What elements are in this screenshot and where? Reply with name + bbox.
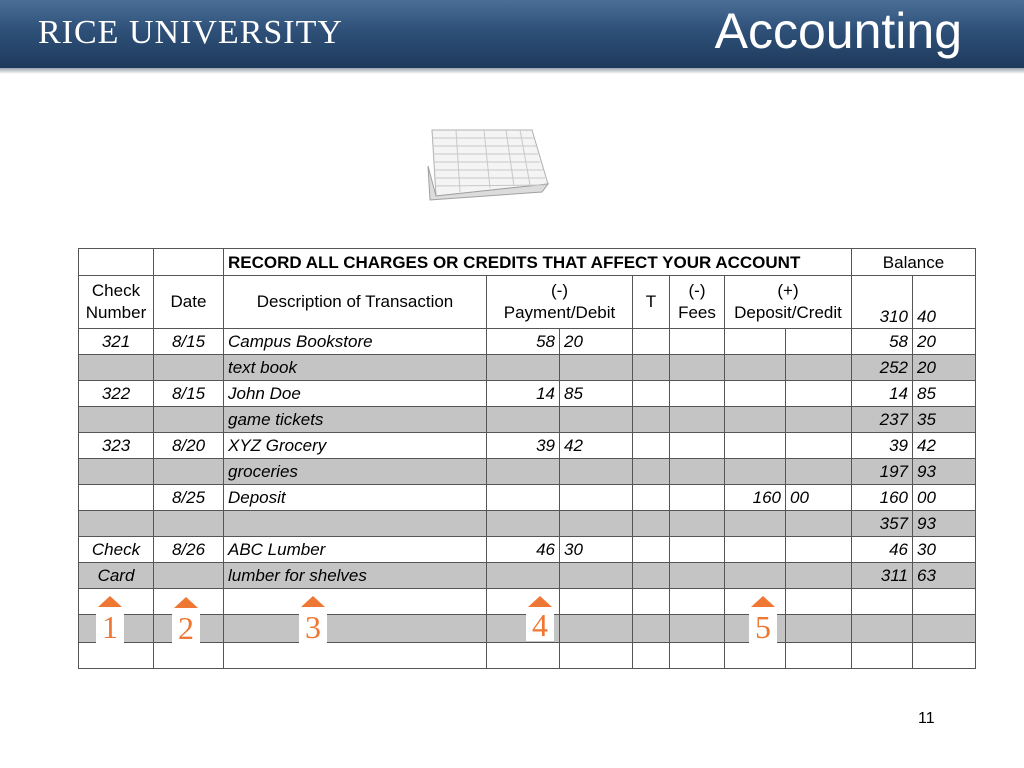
entry-check-number xyxy=(79,355,154,381)
register-row xyxy=(79,511,976,537)
register-row xyxy=(79,329,976,355)
entry-description: lumber for shelves xyxy=(224,563,487,589)
entry-t xyxy=(633,433,670,459)
entry-deposit-dollars xyxy=(725,563,786,589)
entry-description: text book xyxy=(224,355,487,381)
entry-t xyxy=(633,537,670,563)
entry-t xyxy=(633,485,670,511)
entry-check-number: Check xyxy=(79,537,154,563)
marker-5: 5 xyxy=(749,611,777,643)
marker-3: 3 xyxy=(299,611,327,643)
marker-arrow-2-icon xyxy=(174,597,198,608)
entry-payment-dollars: 14 xyxy=(487,381,560,407)
entry-payment-dollars xyxy=(487,485,560,511)
marker-1: 1 xyxy=(96,611,124,643)
entry-description: XYZ Grocery xyxy=(224,433,487,459)
entry-fees xyxy=(670,537,725,563)
header-row-columns xyxy=(79,276,976,329)
entry-check-number xyxy=(79,407,154,433)
entry-date: 8/25 xyxy=(154,485,224,511)
entry-deposit-cents xyxy=(786,407,852,433)
marker-arrow-3-icon xyxy=(301,596,325,607)
entry-fees xyxy=(670,485,725,511)
entry-date xyxy=(154,407,224,433)
entry-deposit-dollars: 160 xyxy=(725,485,786,511)
register-banner: RECORD ALL CHARGES OR CREDITS THAT AFFECT YOUR ACCOUNT xyxy=(224,249,852,276)
entry-date xyxy=(154,459,224,485)
entry-fees xyxy=(670,459,725,485)
col-t: T xyxy=(633,276,670,329)
entry-payment-cents xyxy=(560,407,633,433)
entry-balance-cents: 20 xyxy=(913,355,976,381)
entry-date: 8/15 xyxy=(154,381,224,407)
entry-description: groceries xyxy=(224,459,487,485)
entry-balance-cents: 85 xyxy=(913,381,976,407)
banner-shadow xyxy=(0,68,1024,74)
entry-deposit-cents xyxy=(786,563,852,589)
marker-4: 4 xyxy=(526,609,554,641)
entry-balance-dollars: 311 xyxy=(852,563,913,589)
entry-deposit-cents xyxy=(786,355,852,381)
entry-balance-dollars: 197 xyxy=(852,459,913,485)
entry-t xyxy=(633,511,670,537)
entry-payment-dollars: 46 xyxy=(487,537,560,563)
entry-deposit-dollars xyxy=(725,433,786,459)
entry-balance-cents: 42 xyxy=(913,433,976,459)
entry-payment-dollars xyxy=(487,563,560,589)
header-blank xyxy=(154,249,224,276)
check-register-thumbnail-icon xyxy=(426,126,552,202)
entry-fees xyxy=(670,511,725,537)
register-row xyxy=(79,355,976,381)
col-fees: (-) Fees xyxy=(670,276,725,329)
slide-number: 11 xyxy=(918,710,935,727)
entry-payment-dollars: 39 xyxy=(487,433,560,459)
opening-balance-cents: 40 xyxy=(913,276,976,329)
entry-fees xyxy=(670,381,725,407)
entry-date: 8/26 xyxy=(154,537,224,563)
col-check-number: Check Number xyxy=(79,276,154,329)
entry-deposit-dollars xyxy=(725,407,786,433)
entry-check-number: 321 xyxy=(79,329,154,355)
register-row xyxy=(79,485,976,511)
header-row-top xyxy=(79,249,976,276)
col-description: Description of Transaction xyxy=(224,276,487,329)
entry-deposit-dollars xyxy=(725,459,786,485)
entry-deposit-cents xyxy=(786,537,852,563)
entry-check-number xyxy=(79,485,154,511)
entry-deposit-cents xyxy=(786,459,852,485)
entry-deposit-cents: 00 xyxy=(786,485,852,511)
entry-check-number: Card xyxy=(79,563,154,589)
entry-balance-dollars: 46 xyxy=(852,537,913,563)
entry-balance-cents: 63 xyxy=(913,563,976,589)
opening-balance-dollars: 310 xyxy=(852,276,913,329)
register-row xyxy=(79,459,976,485)
col-deposit-credit: (+) Deposit/Credit xyxy=(725,276,852,329)
entry-description xyxy=(224,511,487,537)
entry-date xyxy=(154,563,224,589)
entry-description: ABC Lumber xyxy=(224,537,487,563)
entry-balance-cents: 93 xyxy=(913,511,976,537)
entry-balance-cents: 00 xyxy=(913,485,976,511)
entry-payment-cents xyxy=(560,459,633,485)
entry-payment-dollars xyxy=(487,459,560,485)
register-row xyxy=(79,381,976,407)
register-row xyxy=(79,537,976,563)
entry-check-number: 322 xyxy=(79,381,154,407)
register-row xyxy=(79,433,976,459)
entry-balance-dollars: 39 xyxy=(852,433,913,459)
entry-fees xyxy=(670,329,725,355)
entry-payment-dollars xyxy=(487,355,560,381)
entry-fees xyxy=(670,563,725,589)
university-logo-text: RICE UNIVERSITY xyxy=(38,14,343,51)
entry-description: Campus Bookstore xyxy=(224,329,487,355)
entry-deposit-dollars xyxy=(725,355,786,381)
check-register-table xyxy=(78,248,976,669)
entry-description: John Doe xyxy=(224,381,487,407)
slide-title: Accounting xyxy=(714,3,962,59)
entry-description: Deposit xyxy=(224,485,487,511)
entry-payment-cents xyxy=(560,563,633,589)
entry-deposit-cents xyxy=(786,329,852,355)
entry-date xyxy=(154,355,224,381)
entry-check-number xyxy=(79,511,154,537)
marker-arrow-1-icon xyxy=(98,596,122,607)
entry-payment-dollars: 58 xyxy=(487,329,560,355)
col-payment-debit: (-) Payment/Debit xyxy=(487,276,633,329)
entry-description: game tickets xyxy=(224,407,487,433)
entry-balance-cents: 93 xyxy=(913,459,976,485)
entry-payment-cents: 20 xyxy=(560,329,633,355)
entry-date xyxy=(154,511,224,537)
entry-t xyxy=(633,563,670,589)
entry-deposit-cents xyxy=(786,433,852,459)
entry-t xyxy=(633,329,670,355)
entry-t xyxy=(633,407,670,433)
register-row xyxy=(79,407,976,433)
entry-payment-cents xyxy=(560,355,633,381)
register-row xyxy=(79,563,976,589)
entry-deposit-dollars xyxy=(725,329,786,355)
entry-t xyxy=(633,459,670,485)
entry-date: 8/20 xyxy=(154,433,224,459)
marker-arrow-4-icon xyxy=(528,596,552,607)
entry-payment-cents: 30 xyxy=(560,537,633,563)
entry-balance-dollars: 14 xyxy=(852,381,913,407)
entry-deposit-dollars xyxy=(725,511,786,537)
entry-deposit-cents xyxy=(786,511,852,537)
entry-balance-dollars: 357 xyxy=(852,511,913,537)
entry-balance-dollars: 160 xyxy=(852,485,913,511)
entry-payment-cents xyxy=(560,485,633,511)
entry-deposit-dollars xyxy=(725,537,786,563)
entry-balance-dollars: 237 xyxy=(852,407,913,433)
marker-arrow-5-icon xyxy=(751,596,775,607)
entry-check-number: 323 xyxy=(79,433,154,459)
entry-payment-cents: 42 xyxy=(560,433,633,459)
entry-payment-cents: 85 xyxy=(560,381,633,407)
entry-fees xyxy=(670,433,725,459)
entry-balance-cents: 30 xyxy=(913,537,976,563)
header-blank xyxy=(79,249,154,276)
entry-t xyxy=(633,355,670,381)
entry-deposit-cents xyxy=(786,381,852,407)
entry-balance-cents: 20 xyxy=(913,329,976,355)
entry-fees xyxy=(670,355,725,381)
entry-balance-cents: 35 xyxy=(913,407,976,433)
marker-2: 2 xyxy=(172,612,200,644)
entry-payment-dollars xyxy=(487,511,560,537)
entry-date: 8/15 xyxy=(154,329,224,355)
entry-check-number xyxy=(79,459,154,485)
blank-row xyxy=(79,643,976,669)
col-date: Date xyxy=(154,276,224,329)
entry-deposit-dollars xyxy=(725,381,786,407)
entry-fees xyxy=(670,407,725,433)
entry-balance-dollars: 252 xyxy=(852,355,913,381)
balance-label: Balance xyxy=(852,249,976,276)
entry-payment-cents xyxy=(560,511,633,537)
entry-balance-dollars: 58 xyxy=(852,329,913,355)
entry-payment-dollars xyxy=(487,407,560,433)
entry-t xyxy=(633,381,670,407)
